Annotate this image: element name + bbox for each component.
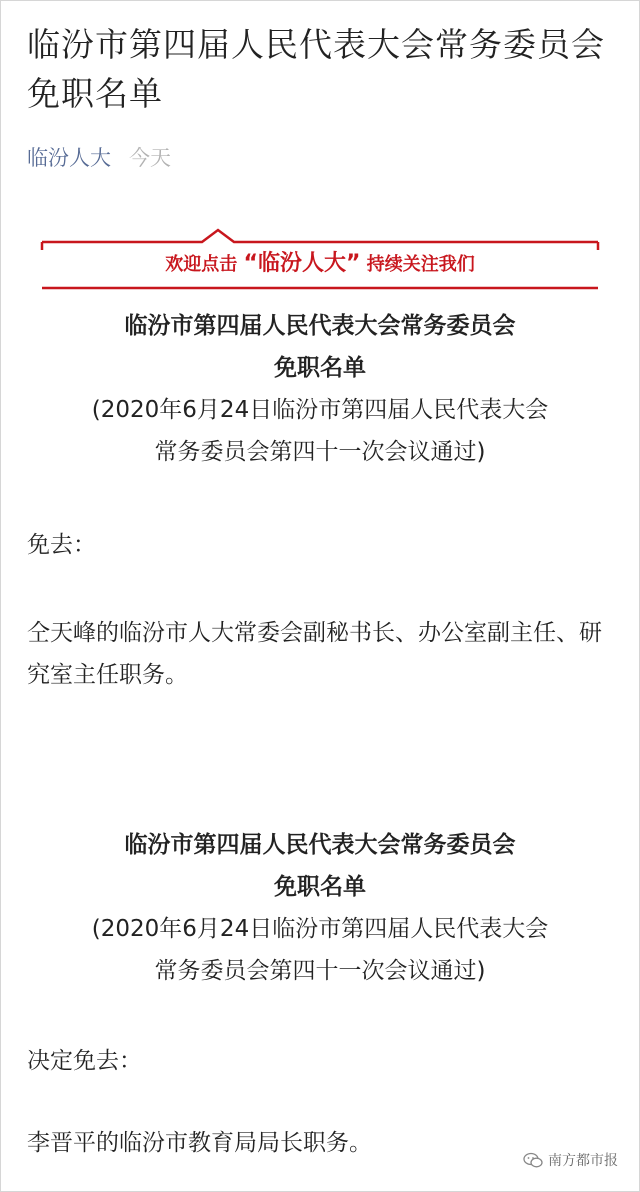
section-1-header	[20, 305, 620, 473]
source-watermark	[523, 1150, 618, 1170]
banner-suffix: 持续关注我们	[366, 254, 475, 275]
section-2-header	[20, 824, 620, 992]
section-1-body: 仝天峰的临汾市人大常委会副秘书长、办公室副主任、研究室主任职务。	[27, 620, 602, 688]
banner-text	[40, 250, 600, 279]
article-meta	[27, 143, 171, 173]
banner-highlight: “临汾人大”	[243, 251, 361, 276]
banner-prefix: 欢迎点击	[165, 254, 238, 275]
wechat-icon	[523, 1152, 543, 1168]
section-note: (2020年6月24日临汾市第四届人民代表大会	[91, 916, 549, 942]
section-2-body: 李晋平的临汾市教育局局长职务。	[27, 1130, 372, 1156]
section-subheading: 免职名单	[274, 355, 366, 381]
section-note: 常务委员会第四十一次会议通过)	[154, 958, 486, 984]
section-heading: 临汾市第四届人民代表大会常务委员会	[124, 313, 516, 339]
section-note: 常务委员会第四十一次会议通过)	[154, 439, 486, 465]
article-title: 临汾市第四届人民代表大会常务委员会免职名单	[27, 25, 605, 113]
section-note: (2020年6月24日临汾市第四届人民代表大会	[91, 397, 549, 423]
section-subheading: 免职名单	[274, 874, 366, 900]
publish-date: 今天	[129, 146, 171, 170]
follow-banner[interactable]	[40, 228, 600, 294]
section-2-lead: 决定免去：	[27, 1048, 142, 1074]
watermark-text: 南方都市报	[548, 1153, 618, 1169]
section-heading: 临汾市第四届人民代表大会常务委员会	[124, 832, 516, 858]
author-link[interactable]: 临汾人大	[27, 146, 111, 170]
section-1-lead: 免去：	[27, 532, 96, 558]
